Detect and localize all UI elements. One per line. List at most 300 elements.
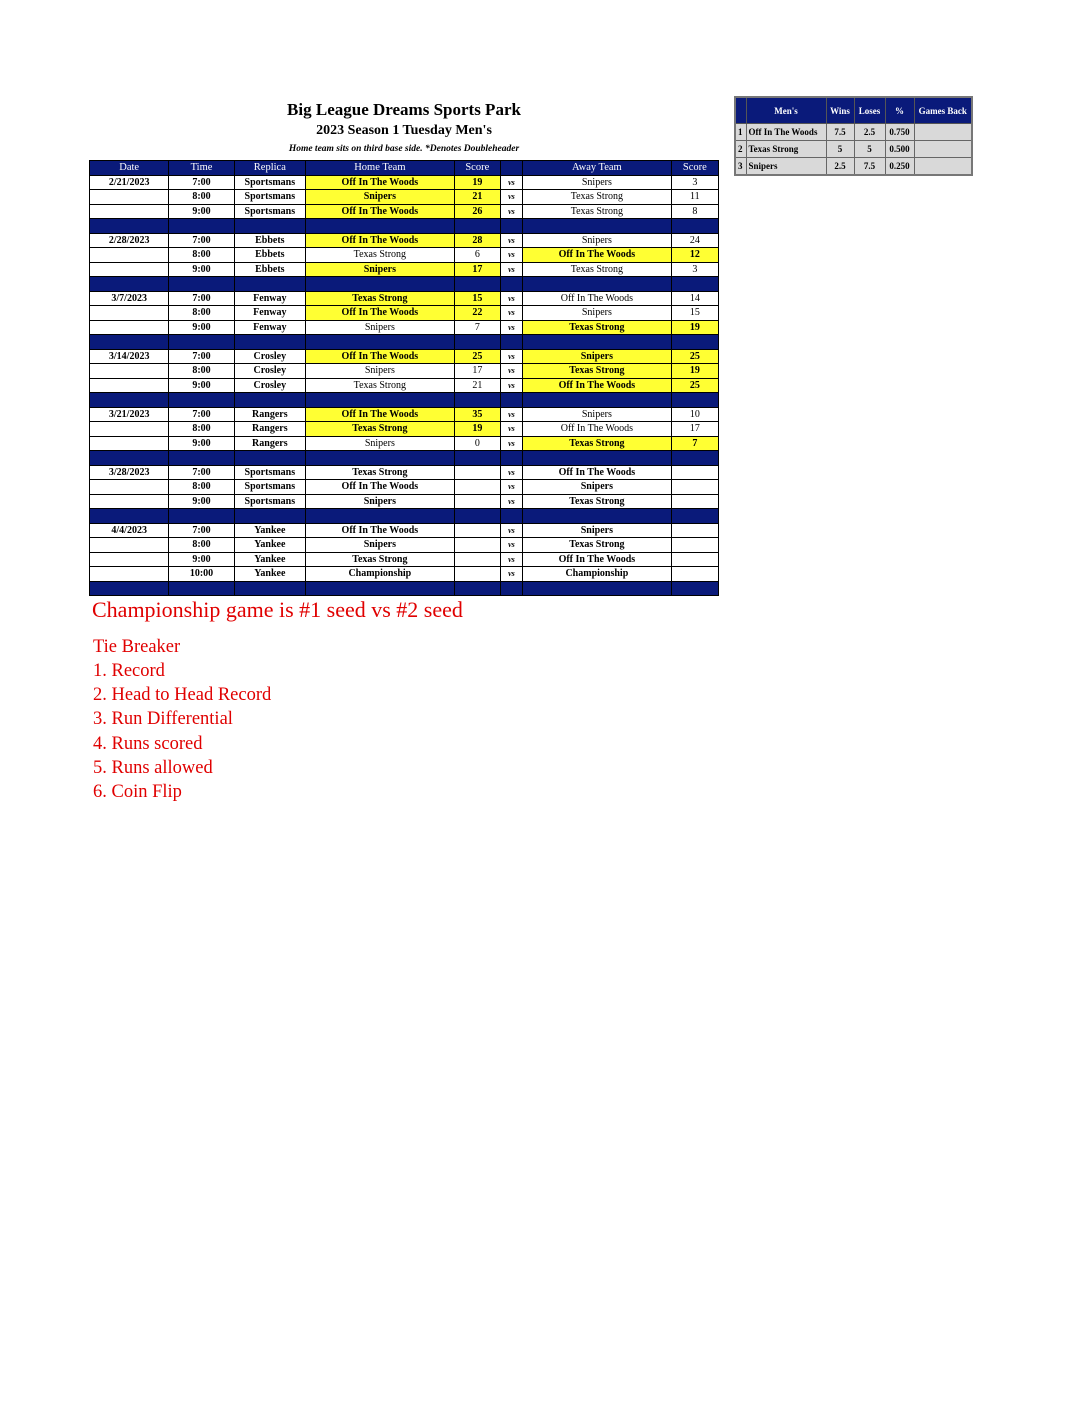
- schedule-header-row: [90, 161, 719, 176]
- home-team: Snipers: [306, 190, 455, 205]
- home-team: Snipers: [306, 320, 455, 335]
- away-team: Snipers: [523, 349, 672, 364]
- separator-cell: [523, 393, 672, 408]
- week-separator: [90, 219, 719, 234]
- home-score: [454, 538, 500, 553]
- vs-label: vs: [500, 320, 522, 335]
- game-time: 10:00: [169, 567, 234, 582]
- home-score: [454, 552, 500, 567]
- game-row: [90, 306, 719, 321]
- standings-body: [735, 124, 972, 176]
- away-team: Texas Strong: [523, 262, 672, 277]
- week-separator: [90, 277, 719, 292]
- game-date: [90, 552, 169, 567]
- game-row: [90, 523, 719, 538]
- separator-cell: [454, 219, 500, 234]
- standings-wins: 7.5: [826, 124, 854, 141]
- week-separator: [90, 393, 719, 408]
- vs-label: vs: [500, 538, 522, 553]
- standings-losses: 7.5: [854, 158, 885, 176]
- game-time: 7:00: [169, 523, 234, 538]
- standings-rank: 2: [735, 141, 746, 158]
- game-time: 9:00: [169, 378, 234, 393]
- game-field: Sportsmans: [234, 175, 305, 190]
- standings-header-gb: Games Back: [914, 97, 972, 124]
- game-field: Fenway: [234, 320, 305, 335]
- separator-cell: [500, 393, 522, 408]
- vs-label: vs: [500, 364, 522, 379]
- home-team: Off In The Woods: [306, 480, 455, 495]
- standings-wins: 5: [826, 141, 854, 158]
- home-team: Texas Strong: [306, 291, 455, 306]
- game-field: Yankee: [234, 523, 305, 538]
- away-team: Texas Strong: [523, 364, 672, 379]
- vs-label: vs: [500, 567, 522, 582]
- separator-cell: [671, 277, 718, 292]
- standings-row: [735, 141, 972, 158]
- away-score: 19: [671, 320, 718, 335]
- away-team: Texas Strong: [523, 436, 672, 451]
- home-team: Texas Strong: [306, 378, 455, 393]
- vs-label: vs: [500, 291, 522, 306]
- separator-cell: [169, 393, 234, 408]
- separator-cell: [671, 219, 718, 234]
- away-team: Off In The Woods: [523, 291, 672, 306]
- separator-cell: [234, 277, 305, 292]
- game-time: 9:00: [169, 262, 234, 277]
- separator-cell: [169, 581, 234, 596]
- game-date: [90, 190, 169, 205]
- game-date: [90, 320, 169, 335]
- game-row: [90, 407, 719, 422]
- away-team: Texas Strong: [523, 494, 672, 509]
- game-date: [90, 364, 169, 379]
- home-team: Off In The Woods: [306, 306, 455, 321]
- home-team-note: Home team sits on third base side. *Denotes Doubleheader: [288, 144, 520, 154]
- standings-header-team: Men's: [746, 97, 826, 124]
- separator-cell: [671, 509, 718, 524]
- standings-games-back: [914, 141, 972, 158]
- game-row: [90, 175, 719, 190]
- week-separator: [90, 335, 719, 350]
- home-score: 17: [454, 262, 500, 277]
- page-title: Big League Dreams Sports Park: [287, 100, 521, 119]
- game-row: [90, 480, 719, 495]
- away-team: Snipers: [523, 407, 672, 422]
- game-date: [90, 436, 169, 451]
- away-team: Championship: [523, 567, 672, 582]
- game-time: 8:00: [169, 190, 234, 205]
- separator-cell: [500, 219, 522, 234]
- away-team: Snipers: [523, 523, 672, 538]
- separator-cell: [454, 509, 500, 524]
- home-team: Snipers: [306, 494, 455, 509]
- separator-cell: [306, 451, 455, 466]
- separator-cell: [523, 219, 672, 234]
- home-team: Texas Strong: [306, 552, 455, 567]
- game-date: [90, 248, 169, 263]
- home-score: [454, 480, 500, 495]
- separator-cell: [500, 581, 522, 596]
- header-date: Date: [90, 161, 169, 176]
- game-time: 7:00: [169, 175, 234, 190]
- vs-label: vs: [500, 407, 522, 422]
- vs-label: vs: [500, 378, 522, 393]
- separator-cell: [454, 581, 500, 596]
- separator-cell: [500, 335, 522, 350]
- vs-label: vs: [500, 552, 522, 567]
- game-row: [90, 233, 719, 248]
- game-field: Rangers: [234, 407, 305, 422]
- game-time: 8:00: [169, 306, 234, 321]
- standings-pct: 0.500: [885, 141, 914, 158]
- vs-label: vs: [500, 306, 522, 321]
- home-team: Snipers: [306, 538, 455, 553]
- home-score: 21: [454, 378, 500, 393]
- separator-cell: [523, 277, 672, 292]
- standings-rank: 3: [735, 158, 746, 176]
- game-row: [90, 567, 719, 582]
- game-row: [90, 494, 719, 509]
- game-time: 9:00: [169, 436, 234, 451]
- header-home-score: Score: [454, 161, 500, 176]
- separator-cell: [169, 219, 234, 234]
- header-away-team: Away Team: [523, 161, 672, 176]
- away-score: 11: [671, 190, 718, 205]
- tiebreaker-item: 2. Head to Head Record: [93, 685, 272, 705]
- header-replica: Replica: [234, 161, 305, 176]
- away-score: 10: [671, 407, 718, 422]
- header-time: Time: [169, 161, 234, 176]
- vs-label: vs: [500, 436, 522, 451]
- tiebreaker-title: Tie Breaker: [93, 637, 181, 657]
- home-score: [454, 465, 500, 480]
- standings-header-row: [735, 97, 972, 124]
- standings-header-wins: Wins: [826, 97, 854, 124]
- game-field: Sportsmans: [234, 480, 305, 495]
- home-score: 22: [454, 306, 500, 321]
- game-row: [90, 190, 719, 205]
- game-date: [90, 538, 169, 553]
- vs-label: vs: [500, 494, 522, 509]
- vs-label: vs: [500, 523, 522, 538]
- separator-cell: [306, 509, 455, 524]
- game-time: 8:00: [169, 248, 234, 263]
- game-time: 8:00: [169, 538, 234, 553]
- home-team: Texas Strong: [306, 422, 455, 437]
- away-score: 3: [671, 262, 718, 277]
- home-score: [454, 523, 500, 538]
- standings-losses: 5: [854, 141, 885, 158]
- away-score: 8: [671, 204, 718, 219]
- away-team: Texas Strong: [523, 320, 672, 335]
- standings-pct: 0.250: [885, 158, 914, 176]
- separator-cell: [169, 509, 234, 524]
- separator-cell: [90, 277, 169, 292]
- separator-cell: [90, 581, 169, 596]
- separator-cell: [671, 335, 718, 350]
- game-row: [90, 364, 719, 379]
- vs-label: vs: [500, 422, 522, 437]
- away-score: [671, 523, 718, 538]
- game-time: 9:00: [169, 552, 234, 567]
- away-team: Off In The Woods: [523, 378, 672, 393]
- game-field: Ebbets: [234, 262, 305, 277]
- away-score: [671, 552, 718, 567]
- away-score: 25: [671, 349, 718, 364]
- game-field: Yankee: [234, 538, 305, 553]
- home-score: 6: [454, 248, 500, 263]
- game-row: [90, 378, 719, 393]
- header-vs: [500, 161, 522, 176]
- separator-cell: [500, 509, 522, 524]
- game-date: 2/28/2023: [90, 233, 169, 248]
- separator-cell: [454, 393, 500, 408]
- vs-label: vs: [500, 480, 522, 495]
- home-team: Snipers: [306, 436, 455, 451]
- game-field: Sportsmans: [234, 494, 305, 509]
- home-score: 19: [454, 175, 500, 190]
- tiebreaker-item: 6. Coin Flip: [93, 782, 182, 802]
- standings-table: [734, 96, 973, 176]
- game-field: Crosley: [234, 378, 305, 393]
- championship-note: Championship game is #1 seed vs #2 seed: [92, 597, 463, 622]
- game-time: 7:00: [169, 465, 234, 480]
- separator-cell: [500, 277, 522, 292]
- game-date: [90, 378, 169, 393]
- game-row: [90, 422, 719, 437]
- vs-label: vs: [500, 175, 522, 190]
- away-score: 25: [671, 378, 718, 393]
- separator-cell: [671, 581, 718, 596]
- home-team: Off In The Woods: [306, 175, 455, 190]
- separator-cell: [169, 451, 234, 466]
- separator-cell: [234, 335, 305, 350]
- separator-cell: [90, 219, 169, 234]
- vs-label: vs: [500, 465, 522, 480]
- home-score: 17: [454, 364, 500, 379]
- standings-header-losses: Loses: [854, 97, 885, 124]
- vs-label: vs: [500, 233, 522, 248]
- home-score: 26: [454, 204, 500, 219]
- home-team: Off In The Woods: [306, 349, 455, 364]
- away-score: [671, 465, 718, 480]
- standings-row: [735, 124, 972, 141]
- away-team: Snipers: [523, 480, 672, 495]
- away-score: [671, 494, 718, 509]
- home-team: Championship: [306, 567, 455, 582]
- separator-cell: [454, 335, 500, 350]
- away-team: Texas Strong: [523, 538, 672, 553]
- home-score: 15: [454, 291, 500, 306]
- tiebreaker-item: 1. Record: [93, 661, 165, 681]
- separator-cell: [306, 335, 455, 350]
- standings-team: Texas Strong: [746, 141, 826, 158]
- away-score: 3: [671, 175, 718, 190]
- vs-label: vs: [500, 349, 522, 364]
- schedule-table: [89, 160, 719, 596]
- header-away-score: Score: [671, 161, 718, 176]
- separator-cell: [523, 335, 672, 350]
- game-field: Sportsmans: [234, 465, 305, 480]
- separator-cell: [90, 451, 169, 466]
- separator-cell: [90, 393, 169, 408]
- separator-cell: [671, 393, 718, 408]
- vs-label: vs: [500, 190, 522, 205]
- game-field: Rangers: [234, 422, 305, 437]
- game-time: 8:00: [169, 480, 234, 495]
- game-row: [90, 552, 719, 567]
- separator-cell: [523, 581, 672, 596]
- standings-header-pct: %: [885, 97, 914, 124]
- game-row: [90, 436, 719, 451]
- home-score: 28: [454, 233, 500, 248]
- home-team: Off In The Woods: [306, 204, 455, 219]
- home-team: Texas Strong: [306, 248, 455, 263]
- game-field: Ebbets: [234, 233, 305, 248]
- away-team: Snipers: [523, 233, 672, 248]
- away-score: 17: [671, 422, 718, 437]
- game-time: 9:00: [169, 204, 234, 219]
- game-row: [90, 465, 719, 480]
- game-field: Sportsmans: [234, 190, 305, 205]
- week-separator: [90, 509, 719, 524]
- separator-cell: [523, 509, 672, 524]
- game-date: 3/28/2023: [90, 465, 169, 480]
- standings-row: [735, 158, 972, 176]
- game-field: Yankee: [234, 552, 305, 567]
- away-team: Off In The Woods: [523, 465, 672, 480]
- home-team: Snipers: [306, 262, 455, 277]
- away-score: 19: [671, 364, 718, 379]
- separator-cell: [169, 277, 234, 292]
- away-score: 14: [671, 291, 718, 306]
- game-time: 8:00: [169, 364, 234, 379]
- game-date: 2/21/2023: [90, 175, 169, 190]
- separator-cell: [234, 219, 305, 234]
- home-team: Texas Strong: [306, 465, 455, 480]
- away-team: Off In The Woods: [523, 422, 672, 437]
- season-subtitle: 2023 Season 1 Tuesday Men's: [316, 123, 492, 138]
- game-date: [90, 567, 169, 582]
- home-score: 21: [454, 190, 500, 205]
- home-team: Off In The Woods: [306, 233, 455, 248]
- separator-cell: [234, 581, 305, 596]
- game-date: [90, 262, 169, 277]
- standings-team: Off In The Woods: [746, 124, 826, 141]
- game-field: Sportsmans: [234, 204, 305, 219]
- separator-cell: [500, 451, 522, 466]
- game-date: 3/7/2023: [90, 291, 169, 306]
- home-score: [454, 567, 500, 582]
- game-field: Yankee: [234, 567, 305, 582]
- separator-cell: [306, 581, 455, 596]
- vs-label: vs: [500, 204, 522, 219]
- tiebreaker-item: 3. Run Differential: [93, 709, 233, 729]
- standings-games-back: [914, 124, 972, 141]
- home-team: Off In The Woods: [306, 523, 455, 538]
- separator-cell: [306, 393, 455, 408]
- game-field: Fenway: [234, 291, 305, 306]
- home-score: 7: [454, 320, 500, 335]
- separator-cell: [90, 509, 169, 524]
- away-score: 12: [671, 248, 718, 263]
- vs-label: vs: [500, 248, 522, 263]
- home-score: 25: [454, 349, 500, 364]
- game-field: Crosley: [234, 364, 305, 379]
- game-field: Ebbets: [234, 248, 305, 263]
- game-row: [90, 291, 719, 306]
- game-row: [90, 320, 719, 335]
- game-date: [90, 204, 169, 219]
- game-time: 7:00: [169, 349, 234, 364]
- week-separator: [90, 451, 719, 466]
- header-home-team: Home Team: [306, 161, 455, 176]
- tiebreaker-item: 4. Runs scored: [93, 734, 203, 754]
- home-score: 35: [454, 407, 500, 422]
- separator-cell: [234, 509, 305, 524]
- separator-cell: [306, 219, 455, 234]
- home-team: Off In The Woods: [306, 407, 455, 422]
- game-time: 7:00: [169, 407, 234, 422]
- game-date: 4/4/2023: [90, 523, 169, 538]
- game-date: [90, 422, 169, 437]
- standings-team: Snipers: [746, 158, 826, 176]
- game-date: [90, 306, 169, 321]
- separator-cell: [169, 335, 234, 350]
- game-time: 7:00: [169, 291, 234, 306]
- standings-games-back: [914, 158, 972, 176]
- home-score: 0: [454, 436, 500, 451]
- game-time: 9:00: [169, 494, 234, 509]
- separator-cell: [454, 277, 500, 292]
- game-time: 7:00: [169, 233, 234, 248]
- home-score: [454, 494, 500, 509]
- schedule-body: [90, 175, 719, 596]
- away-team: Texas Strong: [523, 190, 672, 205]
- game-field: Rangers: [234, 436, 305, 451]
- away-team: Off In The Woods: [523, 552, 672, 567]
- separator-cell: [454, 451, 500, 466]
- away-score: 7: [671, 436, 718, 451]
- separator-cell: [523, 451, 672, 466]
- game-date: 3/14/2023: [90, 349, 169, 364]
- standings-rank: 1: [735, 124, 746, 141]
- standings-losses: 2.5: [854, 124, 885, 141]
- away-team: Snipers: [523, 306, 672, 321]
- away-team: Snipers: [523, 175, 672, 190]
- game-time: 8:00: [169, 422, 234, 437]
- away-score: [671, 567, 718, 582]
- away-team: Texas Strong: [523, 204, 672, 219]
- game-date: [90, 494, 169, 509]
- away-score: 24: [671, 233, 718, 248]
- game-time: 9:00: [169, 320, 234, 335]
- home-score: 19: [454, 422, 500, 437]
- week-separator: [90, 581, 719, 596]
- separator-cell: [90, 335, 169, 350]
- game-row: [90, 204, 719, 219]
- separator-cell: [234, 451, 305, 466]
- game-date: 3/21/2023: [90, 407, 169, 422]
- home-team: Snipers: [306, 364, 455, 379]
- game-row: [90, 262, 719, 277]
- game-row: [90, 538, 719, 553]
- tiebreaker-item: 5. Runs allowed: [93, 758, 213, 778]
- game-field: Crosley: [234, 349, 305, 364]
- away-score: 15: [671, 306, 718, 321]
- game-row: [90, 349, 719, 364]
